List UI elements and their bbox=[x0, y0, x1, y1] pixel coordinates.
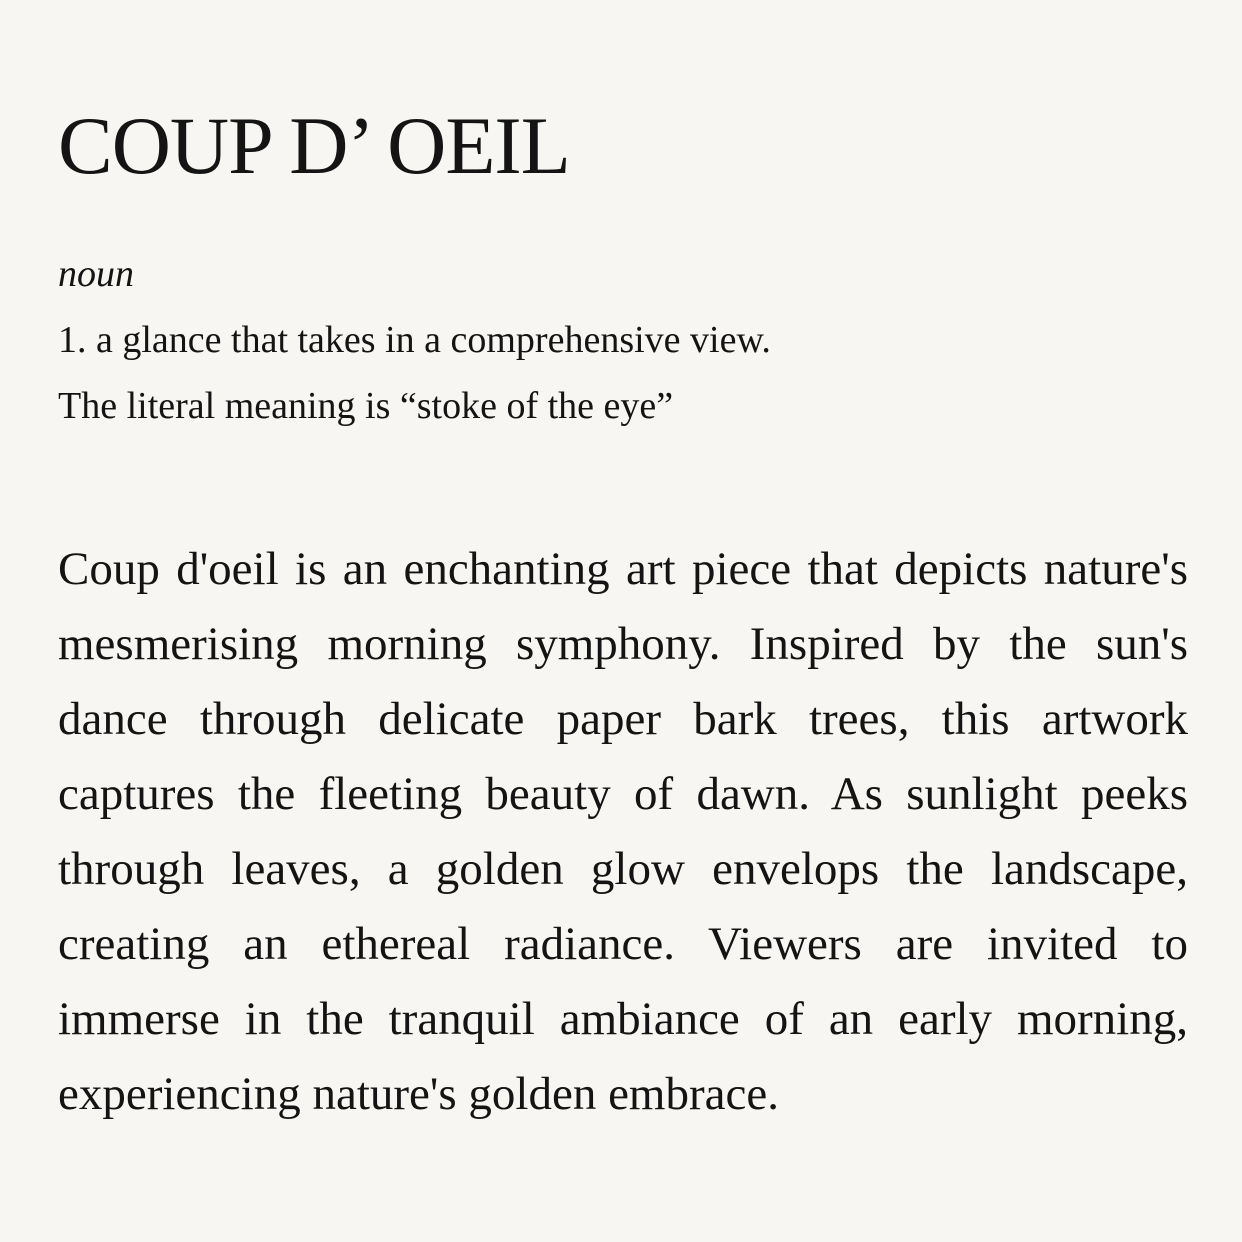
part-of-speech: noun bbox=[58, 253, 134, 295]
definition-sense-1: 1. a glance that takes in a comprehensive view. bbox=[58, 319, 771, 361]
entry-title: COUP D’ OEIL bbox=[58, 100, 570, 191]
artwork-description: Coup d'oeil is an enchanting art piece that depicts nature's mesmerising morning symphony. Inspired by the sun's dance through delicate paper bark trees, this artwork captures the fleeting beauty of dawn. As sunlight peeks through leaves, a golden glow envelops the landscape, creating an ethereal radiance. Viewers are invited to immerse in the tranquil ambiance of an early morning, experiencing nature's golden embrace. bbox=[58, 543, 1188, 1120]
literal-meaning: The literal meaning is “stoke of the eye” bbox=[58, 385, 674, 427]
